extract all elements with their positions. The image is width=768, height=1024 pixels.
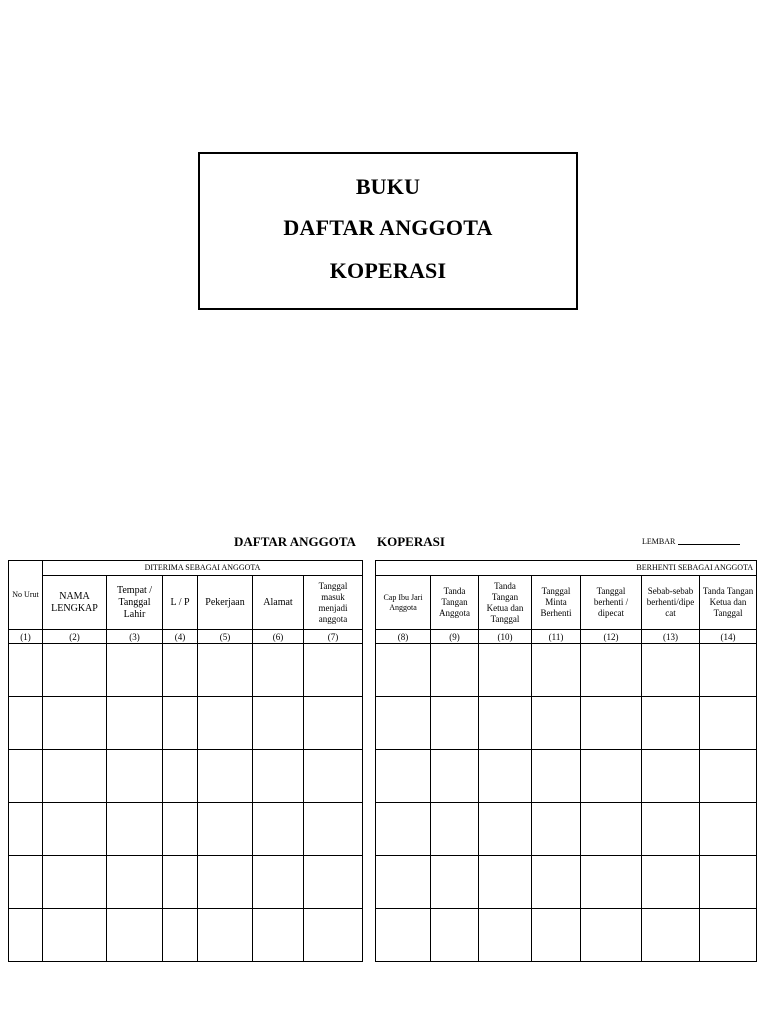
table-cell[interactable] xyxy=(642,697,700,750)
table-cell[interactable] xyxy=(253,803,304,856)
table-cell[interactable] xyxy=(163,856,198,909)
members-accepted-table xyxy=(8,560,363,962)
table-cell[interactable] xyxy=(376,803,431,856)
table-cell[interactable] xyxy=(304,697,363,750)
table-cell[interactable] xyxy=(479,644,532,697)
table-cell[interactable] xyxy=(479,856,532,909)
col-header-tanda-tangan-anggota: Tanda Tangan Anggota xyxy=(431,576,479,630)
sheet-number-blank[interactable] xyxy=(678,544,740,545)
table-cell[interactable] xyxy=(581,697,642,750)
col-header-jenis-kelamin: L / P xyxy=(163,576,198,630)
table-cell[interactable] xyxy=(43,856,107,909)
col-header-tanggal-berhenti: Tanggal berhenti / dipecat xyxy=(581,576,642,630)
table-cell[interactable] xyxy=(163,909,198,962)
table-cell[interactable] xyxy=(532,644,581,697)
table-cell[interactable] xyxy=(198,803,253,856)
table-cell[interactable] xyxy=(107,697,163,750)
table-cell[interactable] xyxy=(376,909,431,962)
table-cell[interactable] xyxy=(253,644,304,697)
table-cell[interactable] xyxy=(581,856,642,909)
table-row xyxy=(9,697,363,750)
table-cell[interactable] xyxy=(253,909,304,962)
table-cell[interactable] xyxy=(198,697,253,750)
table-cell[interactable] xyxy=(9,856,43,909)
col-number: (8) xyxy=(376,630,431,644)
table-cell[interactable] xyxy=(581,803,642,856)
table-cell[interactable] xyxy=(163,750,198,803)
table-cell[interactable] xyxy=(700,644,757,697)
table-cell[interactable] xyxy=(107,856,163,909)
col-number: (4) xyxy=(163,630,198,644)
col-header-tanggal-minta-berhenti: Tanggal Minta Berhenti xyxy=(532,576,581,630)
col-number: (6) xyxy=(253,630,304,644)
table-cell[interactable] xyxy=(107,644,163,697)
table-row xyxy=(9,750,363,803)
table-cell[interactable] xyxy=(9,644,43,697)
table-cell[interactable] xyxy=(532,750,581,803)
table-cell[interactable] xyxy=(43,803,107,856)
register-heading-right: KOPERASI xyxy=(377,534,445,549)
table-cell[interactable] xyxy=(700,697,757,750)
table-cell[interactable] xyxy=(532,697,581,750)
table-cell[interactable] xyxy=(198,644,253,697)
group-header-resigned: BERHENTI SEBAGAI ANGGOTA xyxy=(376,561,757,576)
table-cell[interactable] xyxy=(9,750,43,803)
col-header-sebab-berhenti: Sebab-sebab berhenti/dipe cat xyxy=(642,576,700,630)
table-cell[interactable] xyxy=(479,909,532,962)
table-cell[interactable] xyxy=(9,909,43,962)
table-cell[interactable] xyxy=(376,750,431,803)
table-cell[interactable] xyxy=(198,856,253,909)
col-number: (2) xyxy=(43,630,107,644)
table-cell[interactable] xyxy=(642,750,700,803)
col-number: (11) xyxy=(532,630,581,644)
table-cell[interactable] xyxy=(642,803,700,856)
register-heading-left: DAFTAR ANGGOTA xyxy=(234,534,356,549)
table-cell[interactable] xyxy=(107,909,163,962)
col-number: (1) xyxy=(9,630,43,644)
col-number: (13) xyxy=(642,630,700,644)
cover-title-line-3: KOPERASI xyxy=(329,258,447,283)
col-number: (9) xyxy=(431,630,479,644)
col-number: (12) xyxy=(581,630,642,644)
table-cell[interactable] xyxy=(479,697,532,750)
col-number: (7) xyxy=(304,630,363,644)
table-cell[interactable] xyxy=(479,750,532,803)
col-header-tanggal-masuk: Tanggal masuk menjadi anggota xyxy=(304,576,363,630)
table-row xyxy=(376,803,757,856)
table-cell[interactable] xyxy=(253,856,304,909)
table-cell[interactable] xyxy=(304,803,363,856)
members-resigned-table xyxy=(375,560,757,962)
sheet-number-label xyxy=(642,537,740,546)
table-cell[interactable] xyxy=(431,856,479,909)
group-header-accepted: DITERIMA SEBAGAI ANGGOTA xyxy=(43,561,363,576)
table-row xyxy=(9,856,363,909)
table-cell[interactable] xyxy=(376,856,431,909)
table-cell[interactable] xyxy=(700,803,757,856)
table-cell[interactable] xyxy=(198,909,253,962)
table-cell[interactable] xyxy=(532,909,581,962)
cover-title-line-2: DAFTAR ANGGOTA xyxy=(283,215,493,240)
table-cell[interactable] xyxy=(304,750,363,803)
table-row xyxy=(376,644,757,697)
cover-title-line-1: BUKU xyxy=(355,174,421,199)
table-cell[interactable] xyxy=(304,644,363,697)
table-cell[interactable] xyxy=(532,803,581,856)
cover-title-box xyxy=(198,152,578,310)
table-cell[interactable] xyxy=(431,644,479,697)
table-row xyxy=(9,909,363,962)
table-cell[interactable] xyxy=(479,803,532,856)
table-row xyxy=(376,697,757,750)
table-cell[interactable] xyxy=(107,750,163,803)
table-cell[interactable] xyxy=(581,909,642,962)
table-row xyxy=(376,909,757,962)
table-cell[interactable] xyxy=(163,644,198,697)
table-row xyxy=(376,856,757,909)
table-cell[interactable] xyxy=(431,750,479,803)
col-number: (10) xyxy=(479,630,532,644)
col-header-no-urut: No Urut xyxy=(9,561,43,630)
col-number: (5) xyxy=(198,630,253,644)
col-header-alamat: Alamat xyxy=(253,576,304,630)
table-row xyxy=(9,644,363,697)
table-cell[interactable] xyxy=(9,697,43,750)
table-cell[interactable] xyxy=(431,697,479,750)
table-cell[interactable] xyxy=(642,909,700,962)
col-header-tempat-tanggal-lahir: Tempat / Tanggal Lahir xyxy=(107,576,163,630)
table-cell[interactable] xyxy=(700,856,757,909)
table-cell[interactable] xyxy=(163,803,198,856)
table-cell[interactable] xyxy=(581,750,642,803)
table-cell[interactable] xyxy=(431,803,479,856)
table-row xyxy=(376,750,757,803)
table-cell[interactable] xyxy=(376,644,431,697)
table-cell[interactable] xyxy=(581,644,642,697)
table-cell[interactable] xyxy=(253,750,304,803)
col-header-tanda-tangan-ketua: Tanda Tangan Ketua dan Tanggal xyxy=(479,576,532,630)
table-cell[interactable] xyxy=(163,697,198,750)
col-header-pekerjaan: Pekerjaan xyxy=(198,576,253,630)
table-cell[interactable] xyxy=(431,909,479,962)
table-cell[interactable] xyxy=(253,697,304,750)
table-cell[interactable] xyxy=(700,909,757,962)
table-cell[interactable] xyxy=(9,803,43,856)
table-cell[interactable] xyxy=(198,750,253,803)
table-cell[interactable] xyxy=(43,750,107,803)
table-cell[interactable] xyxy=(43,697,107,750)
table-cell[interactable] xyxy=(642,644,700,697)
table-cell[interactable] xyxy=(107,803,163,856)
table-cell[interactable] xyxy=(304,909,363,962)
col-header-cap-ibu-jari: Cap Ibu Jari Anggota xyxy=(376,576,431,630)
table-cell[interactable] xyxy=(642,856,700,909)
table-cell[interactable] xyxy=(376,697,431,750)
col-header-tanda-tangan-ketua-2: Tanda Tangan Ketua dan Tanggal xyxy=(700,576,757,630)
table-cell[interactable] xyxy=(304,856,363,909)
table-cell[interactable] xyxy=(43,909,107,962)
col-header-nama-lengkap: NAMA LENGKAP xyxy=(43,576,107,630)
sheet-label-text: LEMBAR xyxy=(642,537,676,546)
table-row xyxy=(9,803,363,856)
col-number: (3) xyxy=(107,630,163,644)
table-cell[interactable] xyxy=(532,856,581,909)
col-number: (14) xyxy=(700,630,757,644)
table-cell[interactable] xyxy=(43,644,107,697)
table-cell[interactable] xyxy=(700,750,757,803)
